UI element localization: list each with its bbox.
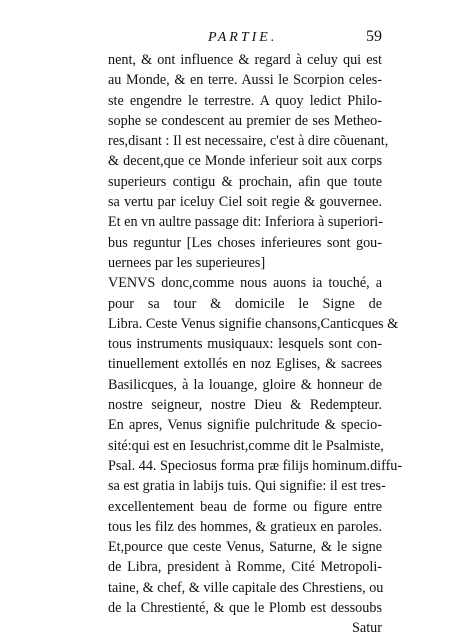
text-line: En apres, Venus signifie pulchritude & specio- xyxy=(108,417,382,434)
text-line: Et,pource que ceste Venus, Saturne, & le signe xyxy=(108,539,382,556)
text-line: au Monde, & en terre. Aussi le Scorpion celes- xyxy=(108,72,382,89)
text-line: excellentement beau de forme ou figure entre xyxy=(108,498,382,515)
text-line: sa vertu par iceluy Ciel soit regie & gouvernee. xyxy=(108,194,382,211)
text-line: Libra. Ceste Venus signifie chansons,Canticques & xyxy=(108,315,399,332)
page-number: 59 xyxy=(366,28,382,45)
text-line: taine, & chef, & ville capitale des Chrestiens, ou xyxy=(108,579,384,596)
text-line: tous instruments musiquaux: lesquels sont con- xyxy=(108,336,382,353)
text-line: sité:qui est en Iesuchrist,comme dit le Psalmiste, xyxy=(108,437,384,454)
text-line: tinuellement extollés en noz Eglises, & sacrees xyxy=(108,356,382,373)
running-head: PARTIE. xyxy=(208,30,278,45)
text-line: & decent,que ce Monde inferieur soit aux corps xyxy=(108,153,382,170)
text-line: sophe se condescent au premier de ses Metheo- xyxy=(108,112,382,129)
text-line: nent, & ont influence & regard à celuy qui est xyxy=(108,52,382,68)
text-line: uernees par les superieures] xyxy=(108,254,266,271)
text-line: Psal. 44. Speciosus forma præ filijs hominum.diffu- xyxy=(108,457,403,474)
text-line: nostre seigneur, nostre Dieu & Redempteur. xyxy=(108,397,382,414)
catchword: Satur xyxy=(352,620,382,637)
text-line: Basilicques, à la louange, gloire & honneur de xyxy=(108,376,382,393)
text-line: bus reguntur [Les choses inferieures sont gou- xyxy=(108,234,382,251)
page-header xyxy=(108,30,382,48)
text-line: tous les filz des hommes, & gratieux en paroles. xyxy=(108,518,382,535)
text-line: de la Chrestienté, & que le Plomb est dessoubs xyxy=(108,600,382,617)
text-line: sa est gratia in labijs tuis. Qui signifie: il est tres- xyxy=(108,478,386,495)
text-line: VENVS donc,comme nous auons ia touché, a pour sa tour & domicile le Signe de xyxy=(108,275,382,312)
text-line: de Libra, president à Romme, Cité Metropoli- xyxy=(108,559,382,576)
text-line: res,disant : Il est necessaire, c'est à dire cõuenant, xyxy=(108,133,389,150)
text-line: ste engendre le terrestre. A quoy ledict Philo- xyxy=(108,92,382,109)
text-line: Et en vn aultre passage dit: Inferiora à superiori- xyxy=(108,214,383,231)
body-text xyxy=(108,50,403,639)
text-line: superieurs contigu & prochain, afin que toute xyxy=(108,173,382,190)
